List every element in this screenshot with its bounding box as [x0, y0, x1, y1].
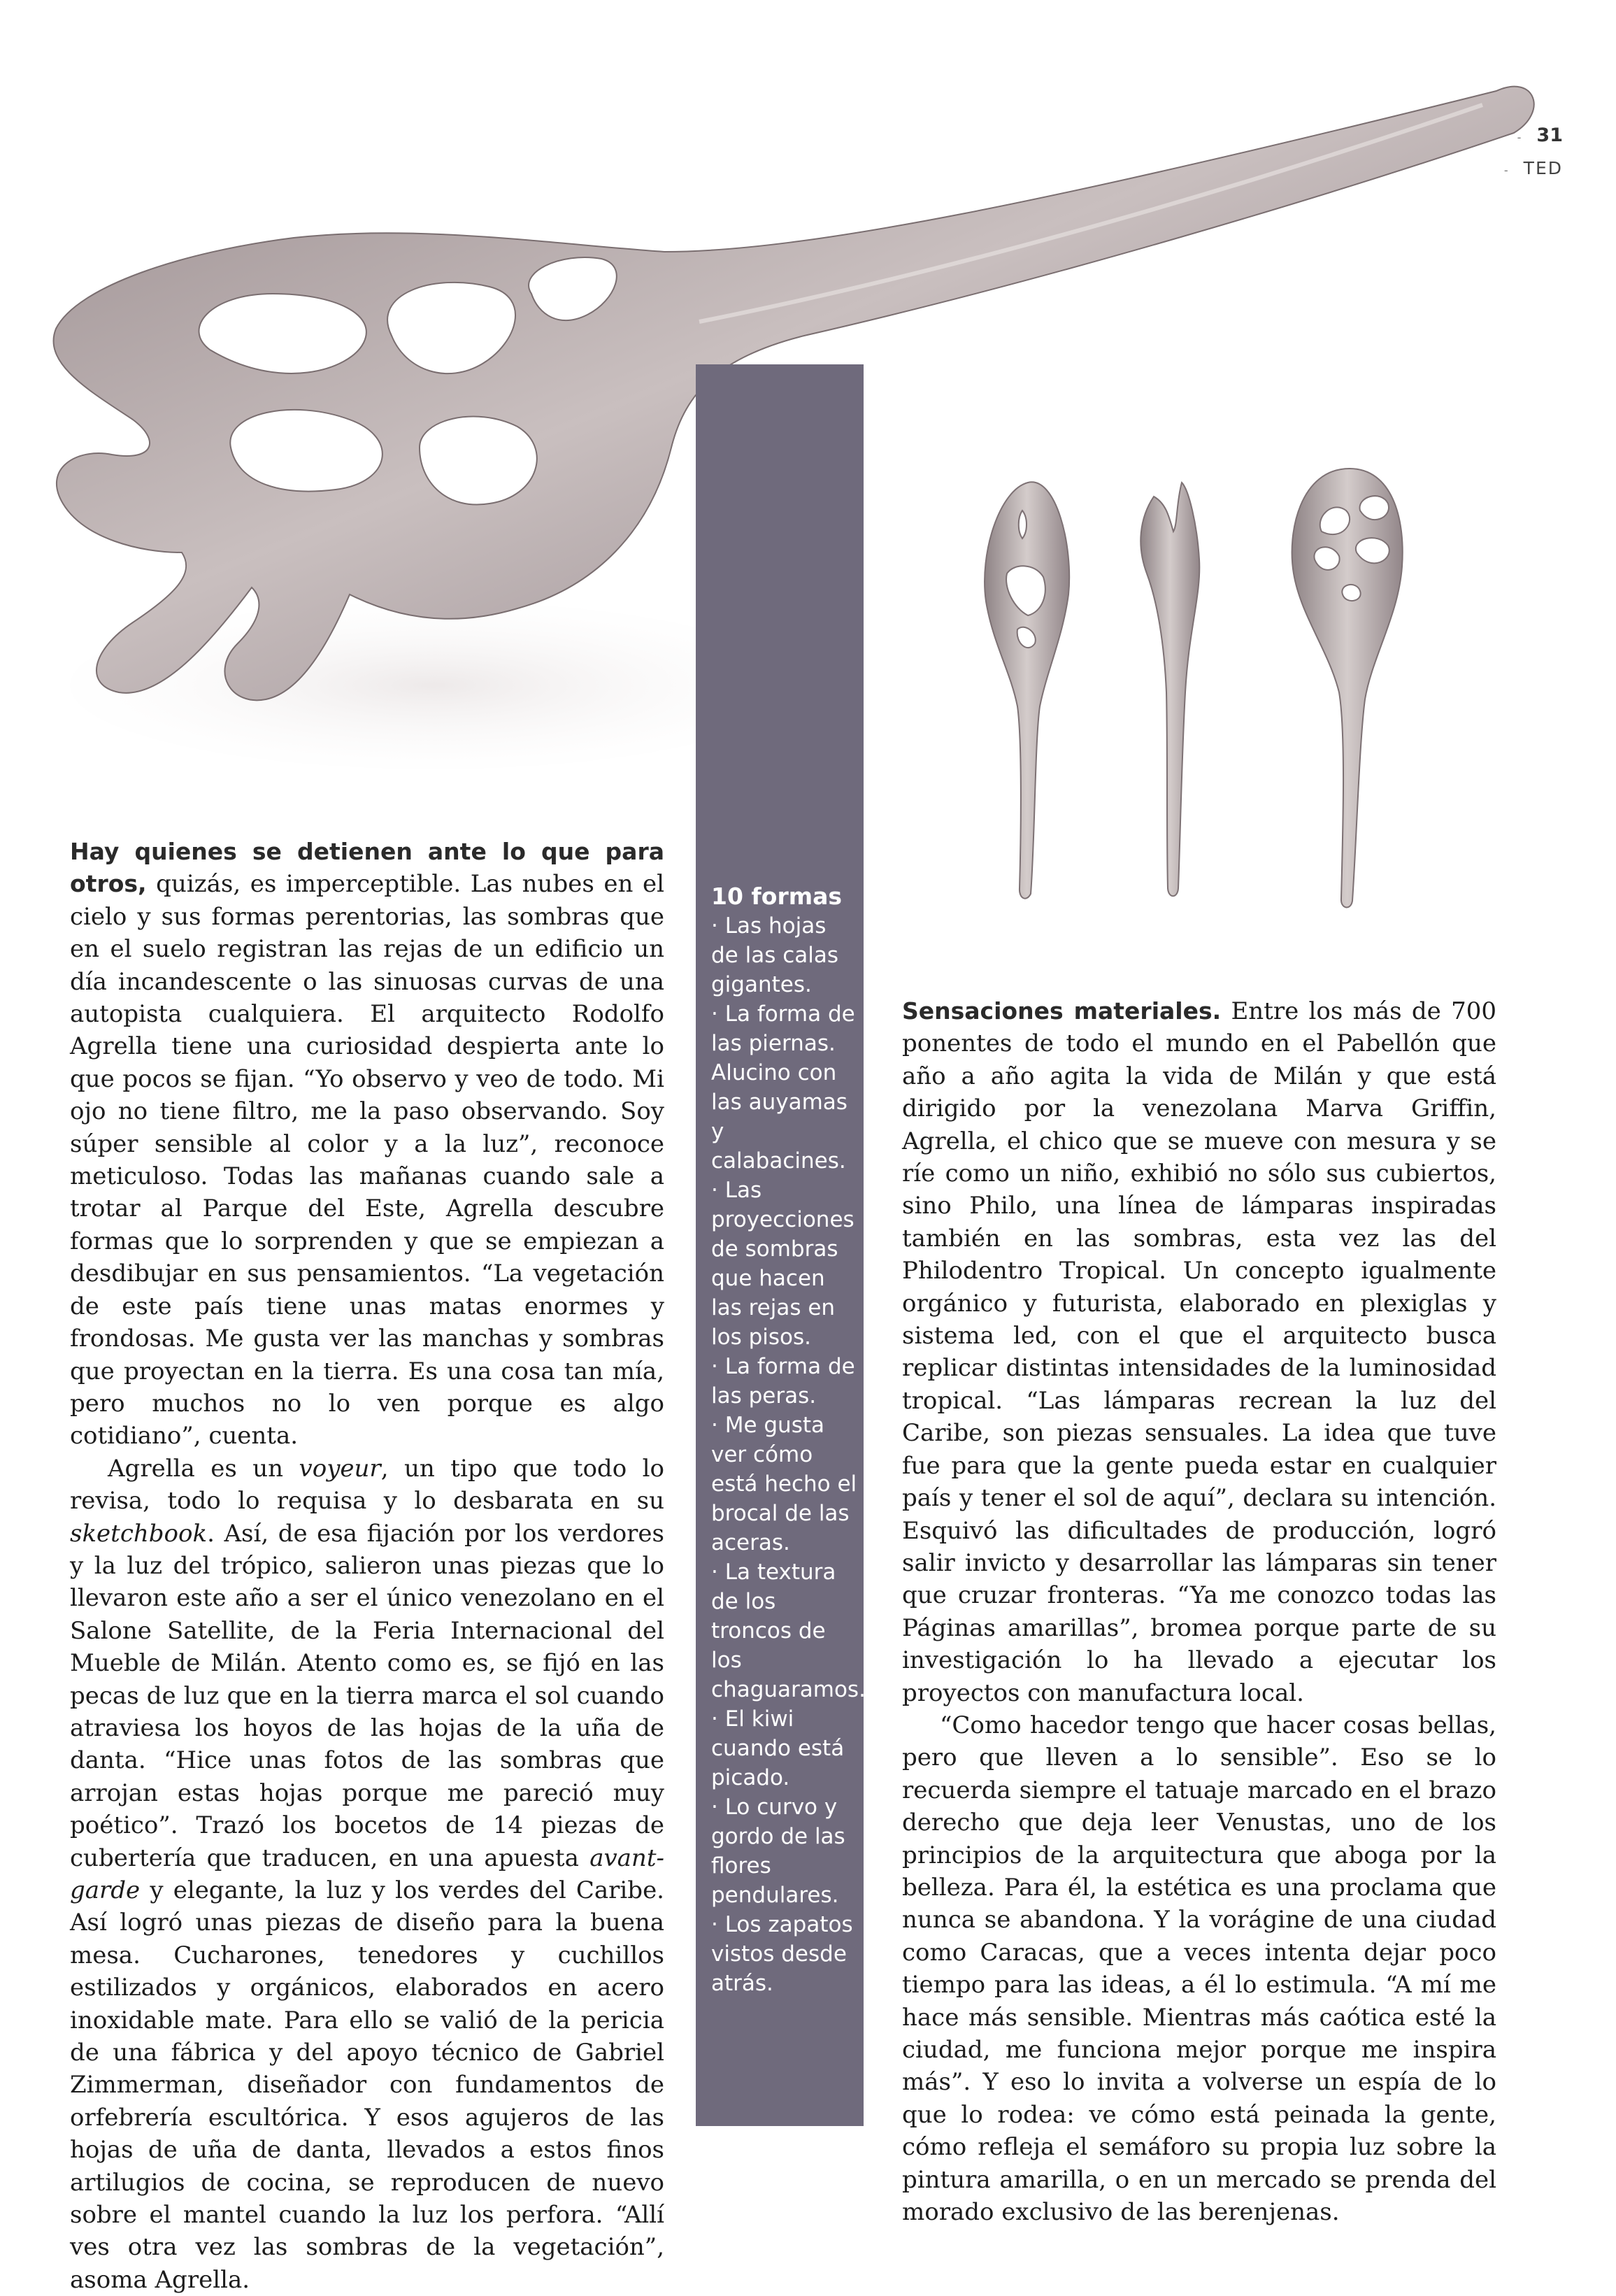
sidebar-item: · Las proyecciones de sombras que hacen las rejas en los pisos.: [711, 1178, 855, 1350]
spoon-photo: [1292, 469, 1403, 907]
sidebar-box: [696, 364, 864, 2126]
sidebar-item: · La forma de las peras.: [711, 1354, 855, 1409]
sidebar-item: · Me gusta ver cómo está hecho el brocal de las aceras.: [711, 1413, 857, 1555]
sidebar-item: · Los zapatos vistos desde atrás.: [711, 1912, 853, 1996]
right-article-column: [902, 995, 1496, 2228]
sidebar-item: · El kiwi cuando está picado.: [711, 1706, 845, 1790]
lead-in: Hay quienes se detienen ante lo que para otros,: [70, 838, 664, 898]
sidebar-item: · La forma de las piernas. Alucino con las auyamas y calabacines.: [711, 1001, 855, 1174]
sidebar-item: · Las hojas de las calas gigantes.: [711, 913, 839, 997]
left-article-column: [70, 836, 664, 2296]
article-paragraph: Agrella es un voyeur, un tipo que todo lo revisa, todo lo requisa y lo desbarata en su sketchbook. Así, de esa fijación por los verdores y la luz del trópico, salieron unas piezas que lo llevaron este año a ser el único venezolano en el Salone Satellite, de la Feria Internacional del Mueble de Milán. Atento como es, se fijó en las pecas de luz que en la tierra marca el sol cuando atraviesa los hoyos de las hojas de la uña de danta. “Hice unas fotos de las sombras que arrojan estas hojas porque me pareció muy poético”. Trazó los bocetos de 14 piezas de cubertería que traducen, en una apuesta avant-garde y elegante, la luz y los verdes del Caribe. Así logró unas piezas de diseño para la buena mesa. Cucharones, tenedores y cuchillos estilizados y orgánicos, elaborados en acero inoxidable mate. Para ello se valió de la pericia de una fábrica y del apoyo técnico de Gabriel Zimmerman, diseñador con fundamentos de orfebrería escultórica. Y esos agujeros de las hojas de uña de danta, llevados a estos finos artilugios de cocina, se reproducen de nuevo sobre el mantel cuando la luz los perfora. “Allí ves otra vez las sombras de la vegetación”, asoma Agrella.: [70, 1454, 664, 2294]
spoon-photo: [985, 482, 1069, 898]
article-paragraph: Hay quienes se detienen ante lo que para otros, quizás, es imperceptible. Las nubes en el cielo y sus formas perentorias, las sombras que en el suelo registran las rejas de un edificio un día incandescente o las sinuosas curvas de una autopista cualquiera. El arquitecto Rodolfo Agrella tiene una curiosidad despierta ante lo que pocos se fijan. “Yo observo y veo de todo. Mi ojo no tiene filtro, me la paso observando. Soy súper sensible al color y a la luz”, reconoce meticuloso. Todas las mañanas cuando sale a trotar al Parque del Este, Agrella descubre formas que lo sorprenden y que se empiezan a desdibujar en sus pensamientos. “La vegetación de este país tiene unas matas enormes y frondosas. Me gusta ver las manchas y sombras que proyectan en la tierra. Es una cosa tan mía, pero muchos no lo ven porque es algo cotidiano”, cuenta.: [70, 838, 664, 1450]
sidebar-item: · La textura de los troncos de los chaguaramos.: [711, 1560, 866, 1702]
fork-photo: [1141, 483, 1199, 896]
article-paragraph: “Como hacedor tengo que hacer cosas bellas, pero que lleven a lo sensible”. Eso se lo recuerda siempre el tatuaje marcado en el brazo derecho que deja leer Venustas, uno de los principios de la arquitectura que aboga por la belleza. Para él, la estética es una proclama que nunca se abandona. Y la vorágine de una ciudad como Caracas, que a veces intenta dejar poco tiempo para las ideas, a él lo estimula. “A mí me hace más sensible. Mientras más caótica esté la ciudad, me funciona mejor porque me inspira más”. Y eso lo invita a volverse un espía de lo que lo rodea: ve cómo está peinada la gente, cómo refleja el semáforo su propia luz sobre la pintura amarilla, o en un mercado se prenda del morado exclusivo de las berenjenas.: [902, 1711, 1496, 2227]
sidebar-item: · Lo curvo y gordo de las flores pendulares.: [711, 1795, 845, 1908]
sidebar-title: 10 formas: [711, 883, 843, 910]
page-number: 31: [1536, 124, 1563, 146]
section-label: TED: [1523, 158, 1563, 178]
sidebar-content: [711, 882, 866, 1998]
page-folio: - 31 - TED: [1503, 124, 1563, 178]
section-heading: Sensaciones materiales.: [902, 997, 1222, 1025]
article-paragraph: Sensaciones materiales. Entre los más de 700 ponentes de todo el mundo en el Pabellón que año a año agita la vida de Milán y que está dirigido por la venezolana Marva Griffin, Agrella, el chico que se mueve con mesura y se ríe como un niño, exhibió no sólo sus cubiertos, sino Philo, una línea de lámparas inspiradas también en las sombras, esta vez las del Philodentro Tropical. Un concepto igualmente orgánico y futurista, elaborado en plexiglas y sistema led, con el que el arquitecto busca replicar distintas intensidades de la luminosidad tropical. “Las lámparas recrean la luz del Caribe, son piezas sensuales. La idea que tuve fue para que la gente pueda estar en cualquier país y tener el sol de aquí”, declara su intención. Esquivó las dificultades de producción, logró salir invicto y desarrollar las lámparas sin tener que cruzar fronteras. “Ya me conozco todas las Páginas amarillas”, bromea porque parte de su investigación lo ha llevado a ejecutar los proyectos con manufactura local.: [902, 997, 1497, 1707]
